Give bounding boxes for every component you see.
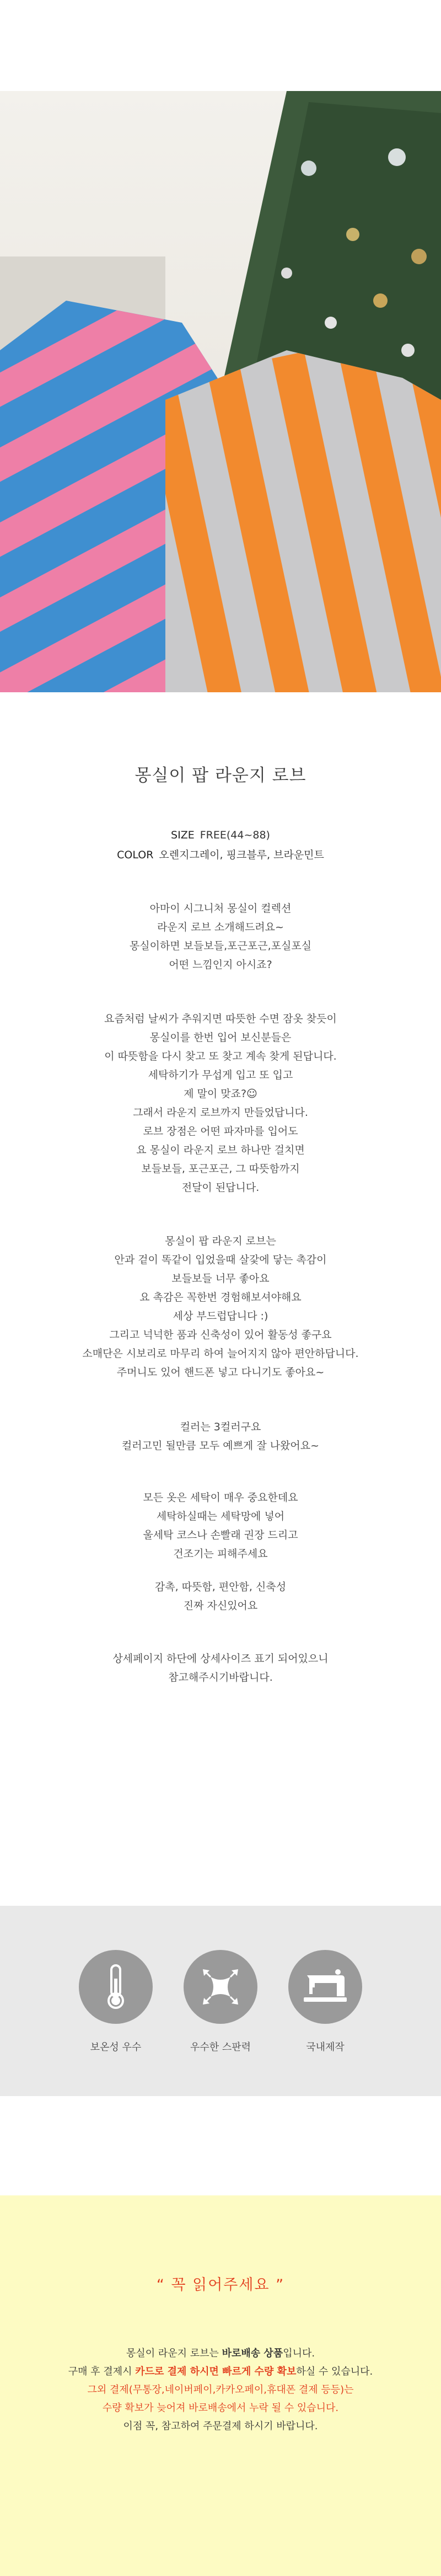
notice-text: 하실 수 있습니다. — [296, 2366, 373, 2377]
description-line: 보들보들, 포근포근, 그 따뜻함까지 — [141, 1163, 300, 1175]
notice-highlight: 카드로 결제 하시면 빠르게 수량 확보 — [135, 2366, 297, 2377]
description-intro — [0, 899, 441, 974]
description-line: 보들보들 너무 좋아요 — [171, 1273, 270, 1285]
notice-box — [0, 2195, 441, 2576]
notice-line — [0, 2363, 441, 2381]
notice-body — [0, 2344, 441, 2435]
description-line: 주머니도 있어 핸드폰 넣고 다니기도 좋아요~ — [116, 1366, 325, 1378]
description-line: 요 몽실이 라운지 로브 하나만 걸치면 — [136, 1144, 305, 1156]
notice-text: 몽실이 라운지 로브는 — [126, 2348, 222, 2359]
notice-line: 이점 꼭, 참고하여 주문결제 하시기 바랍니다. — [123, 2420, 318, 2432]
size-value: FREE(44~88) — [200, 829, 270, 841]
description-line: 요 촉감은 꼭한번 경험해보셔야해요 — [139, 1291, 302, 1303]
description-line: 소매단은 시보리로 마무리 하여 늘어지지 않아 편안하답니다. — [82, 1348, 359, 1360]
description-line: 모든 옷은 세탁이 매우 중요한데요 — [143, 1492, 298, 1504]
description-line: 어떤 느낌인지 아시죠? — [169, 959, 272, 971]
notice-line: 그외 결제(무통장,네이버페이,카카오페이,휴대폰 결제 등등)는 — [87, 2384, 354, 2396]
description-line: 이 따뜻함을 다시 찾고 또 찾고 계속 찾게 된답니다. — [104, 1050, 337, 1062]
color-spec — [0, 847, 441, 862]
product-title: 몽실이 팝 라운지 로브 — [135, 766, 306, 785]
size-spec — [0, 829, 441, 841]
description-line: 상세페이지 하단에 상세사이즈 표기 되어있으니 — [112, 1653, 329, 1665]
color-label: COLOR — [117, 849, 154, 861]
feature-label: 우수한 스판력 — [190, 2041, 251, 2053]
thermometer-icon — [79, 1950, 153, 2024]
description-line: 로브 장점은 어떤 파자마를 입어도 — [143, 1125, 298, 1137]
description-line: 세탁하기가 무섭게 입고 또 입고 — [148, 1069, 293, 1081]
description-line: 제 말이 맞죠?☺ — [184, 1088, 257, 1100]
description-size-note — [0, 1649, 441, 1687]
description-washing — [0, 1488, 441, 1563]
description-line: 몽실이를 한번 입어 보신분들은 — [149, 1032, 292, 1044]
description-line: 세탁하실때는 세탁망에 넣어 — [156, 1510, 285, 1522]
notice-highlight: 바로배송 상품 — [222, 2348, 283, 2359]
notice-line — [0, 2344, 441, 2363]
description-line: 몽실이 팝 라운지 로브는 — [165, 1235, 276, 1247]
description-line: 그래서 라운지 로브까지 만들었답니다. — [133, 1107, 308, 1119]
description-line: 그리고 넉넉한 품과 신축성이 있어 활동성 좋구요 — [109, 1329, 332, 1341]
description-line: 몽실이하면 보들보들,포근포근,포실포실 — [129, 940, 312, 952]
description-line: 감촉, 따뜻함, 편안함, 신축성 — [154, 1581, 287, 1593]
description-line: 안과 겉이 똑같이 입었을때 살갗에 닿는 촉감이 — [114, 1254, 327, 1266]
stretch-arrows-icon — [184, 1950, 257, 2024]
notice-line: 수량 확보가 늦어져 바로배송에서 누락 될 수 있습니다. — [102, 2402, 339, 2414]
description-line: 참고해주시기바랍니다. — [168, 1671, 273, 1684]
description-line: 요즘처럼 날씨가 추워지면 따뜻한 수면 잠옷 찾듯이 — [104, 1013, 337, 1025]
description-texture — [0, 1232, 441, 1382]
description-line: 라운지 로브 소개해드려요~ — [157, 921, 284, 933]
notice-text: 구매 후 결제시 — [68, 2366, 136, 2377]
sewing-machine-icon — [288, 1950, 362, 2024]
description-colors — [0, 1418, 441, 1455]
description-line: 아마이 시그니처 몽실이 컬렉션 — [149, 902, 292, 915]
description-line: 세상 부드럽답니다 :) — [173, 1310, 268, 1322]
notice-text: 입니다. — [283, 2348, 315, 2359]
hero-product-photo — [0, 91, 441, 692]
feature-label: 보온성 우수 — [90, 2041, 142, 2053]
description-warmth — [0, 1009, 441, 1197]
feature-made-in-korea — [288, 1950, 362, 2054]
description-confidence — [0, 1578, 441, 1615]
description-line: 컬러는 3컬러구요 — [180, 1421, 261, 1433]
description-line: 진짜 자신있어요 — [183, 1600, 258, 1612]
notice-title: “ 꼭 읽어주세요 ” — [156, 2276, 285, 2294]
description-line: 건조기는 피해주세요 — [173, 1548, 268, 1560]
feature-label: 국내제작 — [306, 2041, 345, 2053]
description-line: 컬러고민 될만큼 모두 예쁘게 잘 나왔어요~ — [121, 1440, 320, 1452]
feature-stretch — [184, 1950, 257, 2054]
description-line: 울세탁 코스나 손빨래 권장 드리고 — [143, 1529, 298, 1541]
size-label: SIZE — [171, 829, 195, 841]
description-line: 전달이 된답니다. — [181, 1182, 260, 1194]
feature-strip — [0, 1906, 441, 2096]
feature-warmth — [79, 1950, 153, 2054]
color-value: 오렌지그레이, 핑크블루, 브라운민트 — [159, 849, 324, 861]
